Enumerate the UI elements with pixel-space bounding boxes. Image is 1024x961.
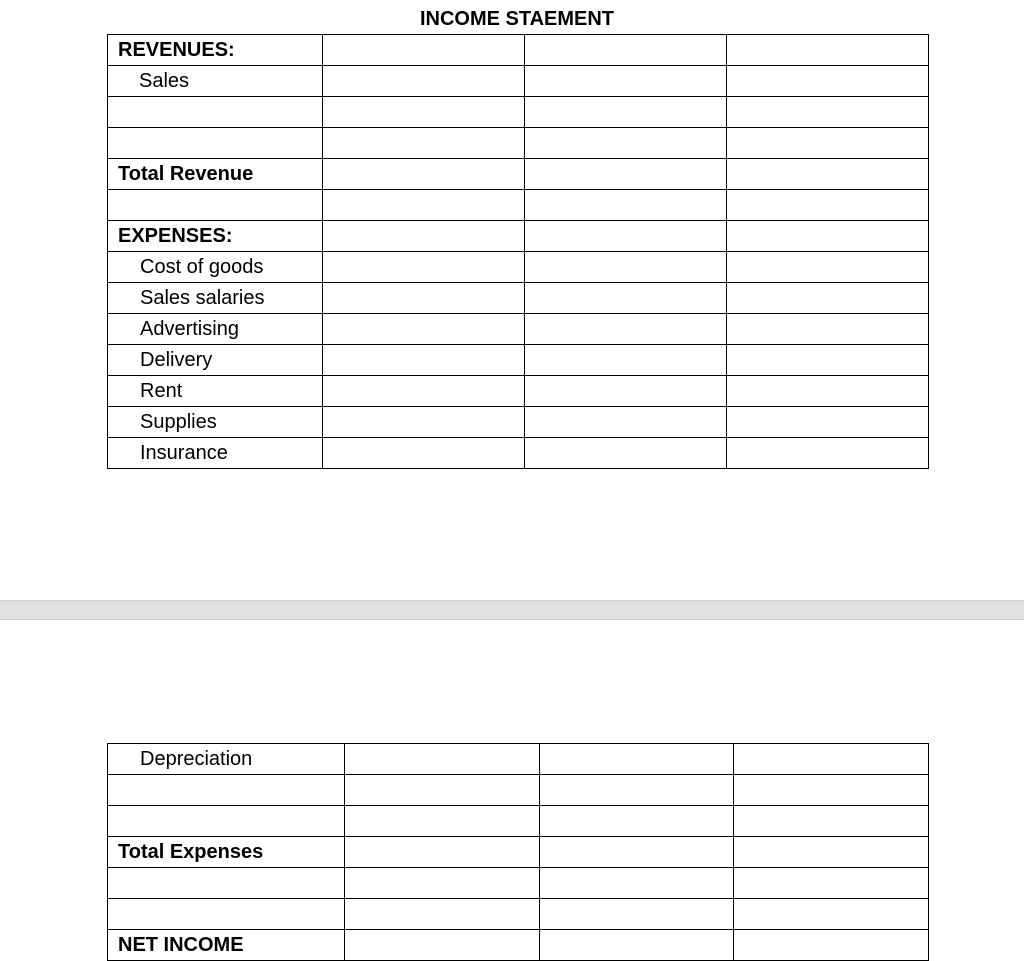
- page-break: [0, 600, 1024, 620]
- amount-cell[interactable]: [727, 97, 929, 128]
- row-label: REVENUES:: [108, 35, 323, 66]
- row-label[interactable]: [108, 899, 345, 930]
- table-row: [108, 899, 929, 930]
- amount-cell[interactable]: [734, 775, 929, 806]
- amount-cell[interactable]: [525, 314, 727, 345]
- row-label[interactable]: [108, 128, 323, 159]
- row-label: Insurance: [108, 438, 323, 469]
- row-label: Advertising: [108, 314, 323, 345]
- row-label: Sales: [108, 66, 323, 97]
- amount-cell[interactable]: [539, 775, 734, 806]
- amount-cell[interactable]: [525, 345, 727, 376]
- amount-cell[interactable]: [525, 190, 727, 221]
- table-row: [108, 35, 929, 66]
- amount-cell[interactable]: [727, 159, 929, 190]
- table-row: [108, 314, 929, 345]
- row-label[interactable]: [108, 868, 345, 899]
- amount-cell[interactable]: [525, 128, 727, 159]
- amount-cell[interactable]: [539, 806, 734, 837]
- row-label: Total Revenue: [108, 159, 323, 190]
- amount-cell[interactable]: [323, 376, 525, 407]
- amount-cell[interactable]: [525, 407, 727, 438]
- amount-cell[interactable]: [323, 252, 525, 283]
- amount-cell[interactable]: [727, 283, 929, 314]
- amount-cell[interactable]: [323, 283, 525, 314]
- amount-cell[interactable]: [727, 128, 929, 159]
- amount-cell[interactable]: [345, 899, 540, 930]
- amount-cell[interactable]: [345, 930, 540, 961]
- row-label: Depreciation: [108, 744, 345, 775]
- amount-cell[interactable]: [323, 190, 525, 221]
- amount-cell[interactable]: [525, 376, 727, 407]
- amount-cell[interactable]: [323, 159, 525, 190]
- amount-cell[interactable]: [525, 35, 727, 66]
- amount-cell[interactable]: [539, 744, 734, 775]
- amount-cell[interactable]: [345, 806, 540, 837]
- row-label: Total Expenses: [108, 837, 345, 868]
- amount-cell[interactable]: [727, 438, 929, 469]
- row-label: Rent: [108, 376, 323, 407]
- row-label[interactable]: [108, 806, 345, 837]
- row-label[interactable]: [108, 190, 323, 221]
- table-row: [108, 221, 929, 252]
- amount-cell[interactable]: [323, 97, 525, 128]
- row-label: Sales salaries: [108, 283, 323, 314]
- table-row: [108, 66, 929, 97]
- table-row: [108, 438, 929, 469]
- amount-cell[interactable]: [734, 806, 929, 837]
- amount-cell[interactable]: [727, 35, 929, 66]
- amount-cell[interactable]: [539, 930, 734, 961]
- table-row: [108, 837, 929, 868]
- table-row: [108, 868, 929, 899]
- income-table-bottom: [107, 743, 929, 961]
- amount-cell[interactable]: [734, 868, 929, 899]
- amount-cell[interactable]: [345, 868, 540, 899]
- amount-cell[interactable]: [539, 868, 734, 899]
- amount-cell[interactable]: [323, 314, 525, 345]
- table-row: [108, 930, 929, 961]
- amount-cell[interactable]: [345, 744, 540, 775]
- table-row: [108, 806, 929, 837]
- amount-cell[interactable]: [525, 159, 727, 190]
- row-label: NET INCOME: [108, 930, 345, 961]
- amount-cell[interactable]: [727, 407, 929, 438]
- amount-cell[interactable]: [525, 221, 727, 252]
- amount-cell[interactable]: [727, 345, 929, 376]
- amount-cell[interactable]: [727, 66, 929, 97]
- amount-cell[interactable]: [323, 128, 525, 159]
- table-row: [108, 744, 929, 775]
- amount-cell[interactable]: [525, 283, 727, 314]
- row-label: Cost of goods: [108, 252, 323, 283]
- row-label[interactable]: [108, 775, 345, 806]
- amount-cell[interactable]: [525, 438, 727, 469]
- amount-cell[interactable]: [525, 66, 727, 97]
- table-row: [108, 97, 929, 128]
- amount-cell[interactable]: [734, 899, 929, 930]
- row-label: Supplies: [108, 407, 323, 438]
- amount-cell[interactable]: [345, 837, 540, 868]
- amount-cell[interactable]: [323, 407, 525, 438]
- amount-cell[interactable]: [539, 899, 734, 930]
- amount-cell[interactable]: [345, 775, 540, 806]
- amount-cell[interactable]: [323, 221, 525, 252]
- amount-cell[interactable]: [734, 744, 929, 775]
- table-row: [108, 407, 929, 438]
- amount-cell[interactable]: [727, 252, 929, 283]
- table-row: [108, 775, 929, 806]
- amount-cell[interactable]: [525, 97, 727, 128]
- amount-cell[interactable]: [727, 221, 929, 252]
- table-row: [108, 376, 929, 407]
- table-row: [108, 190, 929, 221]
- table-row: [108, 345, 929, 376]
- amount-cell[interactable]: [727, 314, 929, 345]
- income-table-top: [107, 34, 929, 469]
- table-row: [108, 252, 929, 283]
- amount-cell[interactable]: [525, 252, 727, 283]
- table-row: [108, 159, 929, 190]
- row-label: Delivery: [108, 345, 323, 376]
- amount-cell[interactable]: [727, 376, 929, 407]
- amount-cell[interactable]: [323, 66, 525, 97]
- amount-cell[interactable]: [734, 930, 929, 961]
- amount-cell[interactable]: [734, 837, 929, 868]
- row-label[interactable]: [108, 97, 323, 128]
- row-label: EXPENSES:: [108, 221, 323, 252]
- page-title: INCOME STAEMENT: [419, 8, 615, 30]
- amount-cell[interactable]: [539, 837, 734, 868]
- table-row: [108, 128, 929, 159]
- amount-cell[interactable]: [323, 345, 525, 376]
- amount-cell[interactable]: [323, 438, 525, 469]
- table-row: [108, 283, 929, 314]
- amount-cell[interactable]: [323, 35, 525, 66]
- amount-cell[interactable]: [727, 190, 929, 221]
